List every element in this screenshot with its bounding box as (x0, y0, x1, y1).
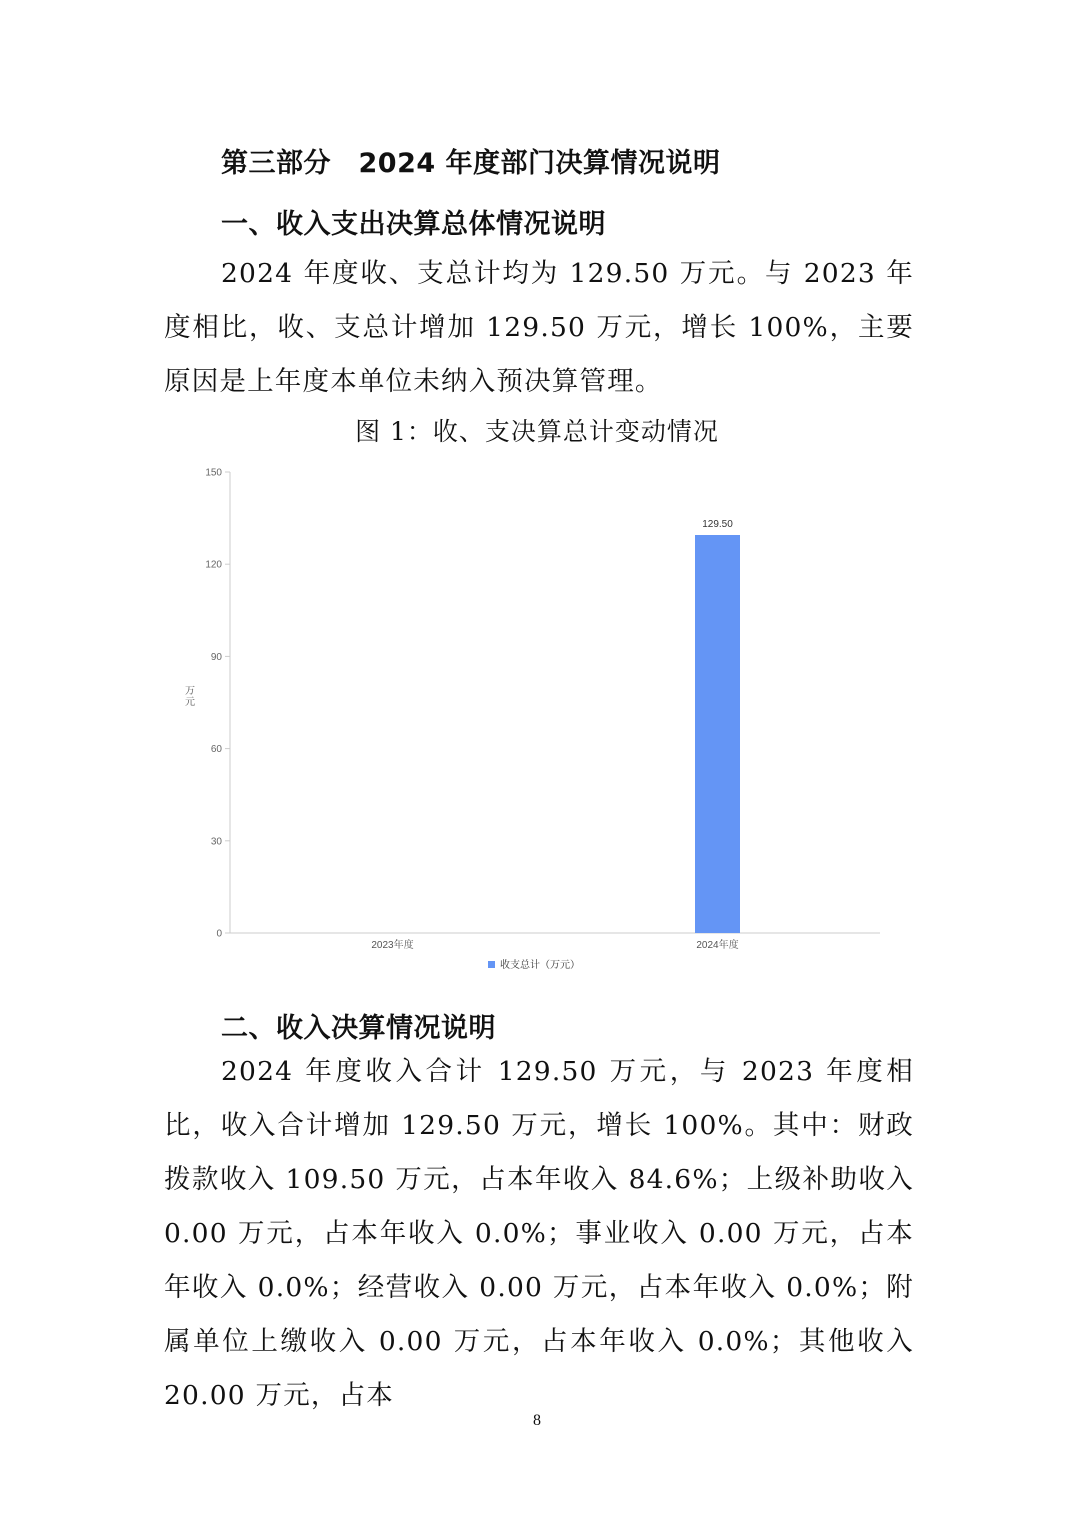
page-number: 8 (533, 1412, 541, 1429)
legend-label: 收支总计（万元） (500, 960, 580, 971)
paragraph-overview: 2024 年度收、支总计均为 129.50 万元。与 2023 年度相比，收、支总计增加 129.50 万元，增长 100%，主要原因是上年度本单位未纳入预决算管理。 (164, 258, 914, 397)
legend-swatch (488, 961, 495, 968)
x-tick-label: 2023年度 (371, 940, 414, 951)
heading-overview: 一、收入支出决算总体情况说明 (221, 209, 606, 240)
bar-value-label: 129.50 (702, 519, 733, 531)
y-tick-label: 60 (210, 744, 222, 756)
bar-2024年度 (695, 535, 740, 933)
x-tick-label: 2024年度 (696, 940, 739, 951)
y-tick-label: 0 (216, 928, 222, 940)
bar-chart (170, 458, 900, 988)
section-title: 第三部分 2024 年度部门决算情况说明 (221, 148, 721, 179)
heading-income: 二、收入决算情况说明 (221, 1013, 496, 1044)
y-tick-label: 150 (205, 467, 222, 479)
y-tick-label: 120 (205, 559, 222, 571)
figure-caption: 图 1：收、支决算总计变动情况 (355, 417, 719, 446)
y-axis-label: 万元 (185, 686, 195, 708)
y-tick-label: 90 (210, 651, 222, 663)
y-tick-label: 30 (210, 836, 222, 848)
paragraph-income: 2024 年度收入合计 129.50 万元，与 2023 年度相比，收入合计增加 129.50 万元，增长 100%。其中：财政拨款收入 109.50 万元，占本年收入 84.6%；上级补助收入 0.00 万元，占本年收入 0.0%；事业收入 0.00 万元，占本年收入 0.0%；经营收入 0.00 万元，占本年收入 0.0%；附属单位上缴收入 0.00 万元，占本年收入 0.0%；其他收入 20.00 万元，占本 (164, 1056, 914, 1411)
